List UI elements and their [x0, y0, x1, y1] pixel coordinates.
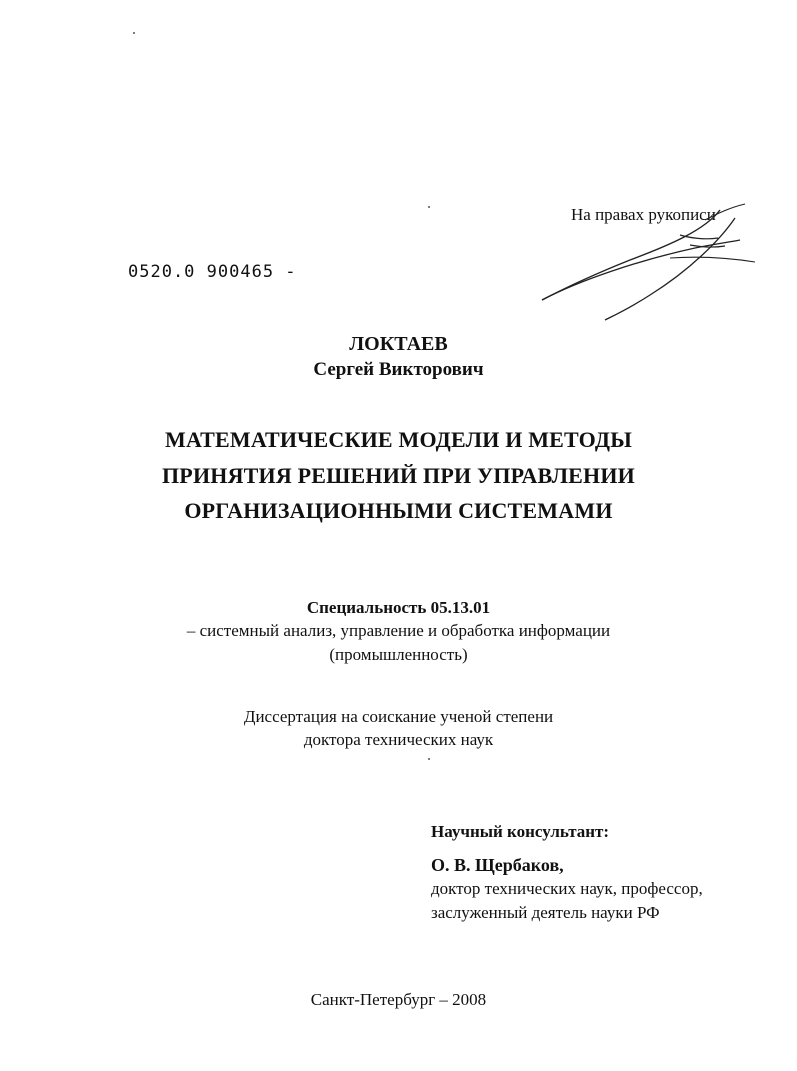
scan-speck — [428, 206, 430, 208]
city-year: Санкт-Петербург – 2008 — [310, 990, 487, 1009]
consultant-degree: доктор технических наук, профессор, — [431, 879, 703, 898]
scan-speck — [133, 32, 135, 34]
specialty-branch: (промышленность) — [329, 645, 468, 664]
manuscript-rights-label: На правах рукописи — [571, 205, 716, 224]
dissertation-title-line-3: ОРГАНИЗАЦИОННЫМИ СИСТЕМАМИ — [184, 498, 613, 523]
specialty-number: Специальность 05.13.01 — [306, 598, 491, 617]
archive-stamp-code: 0520.0 900465 - — [128, 262, 297, 282]
consultant-label: Научный консультант: — [431, 822, 610, 841]
handwritten-signature — [530, 200, 760, 325]
dissertation-degree-line-1: Диссертация на соискание ученой степени — [243, 707, 554, 726]
specialty-description: – системный анализ, управление и обработка информации — [186, 621, 611, 640]
consultant-block — [431, 820, 703, 925]
dissertation-title-line-1: МАТЕМАТИЧЕСКИЕ МОДЕЛИ И МЕТОДЫ — [164, 427, 632, 452]
consultant-honor: заслуженный деятель науки РФ — [431, 903, 660, 922]
author-given-names: Сергей Викторович — [313, 359, 484, 380]
scan-speck — [428, 758, 430, 760]
consultant-name: О. В. Щербаков, — [431, 855, 564, 875]
author-surname: ЛОКТАЕВ — [349, 333, 448, 355]
dissertation-title-line-2: ПРИНЯТИЯ РЕШЕНИЙ ПРИ УПРАВЛЕНИИ — [162, 463, 635, 488]
dissertation-degree-line-2: доктора технических наук — [303, 730, 494, 749]
